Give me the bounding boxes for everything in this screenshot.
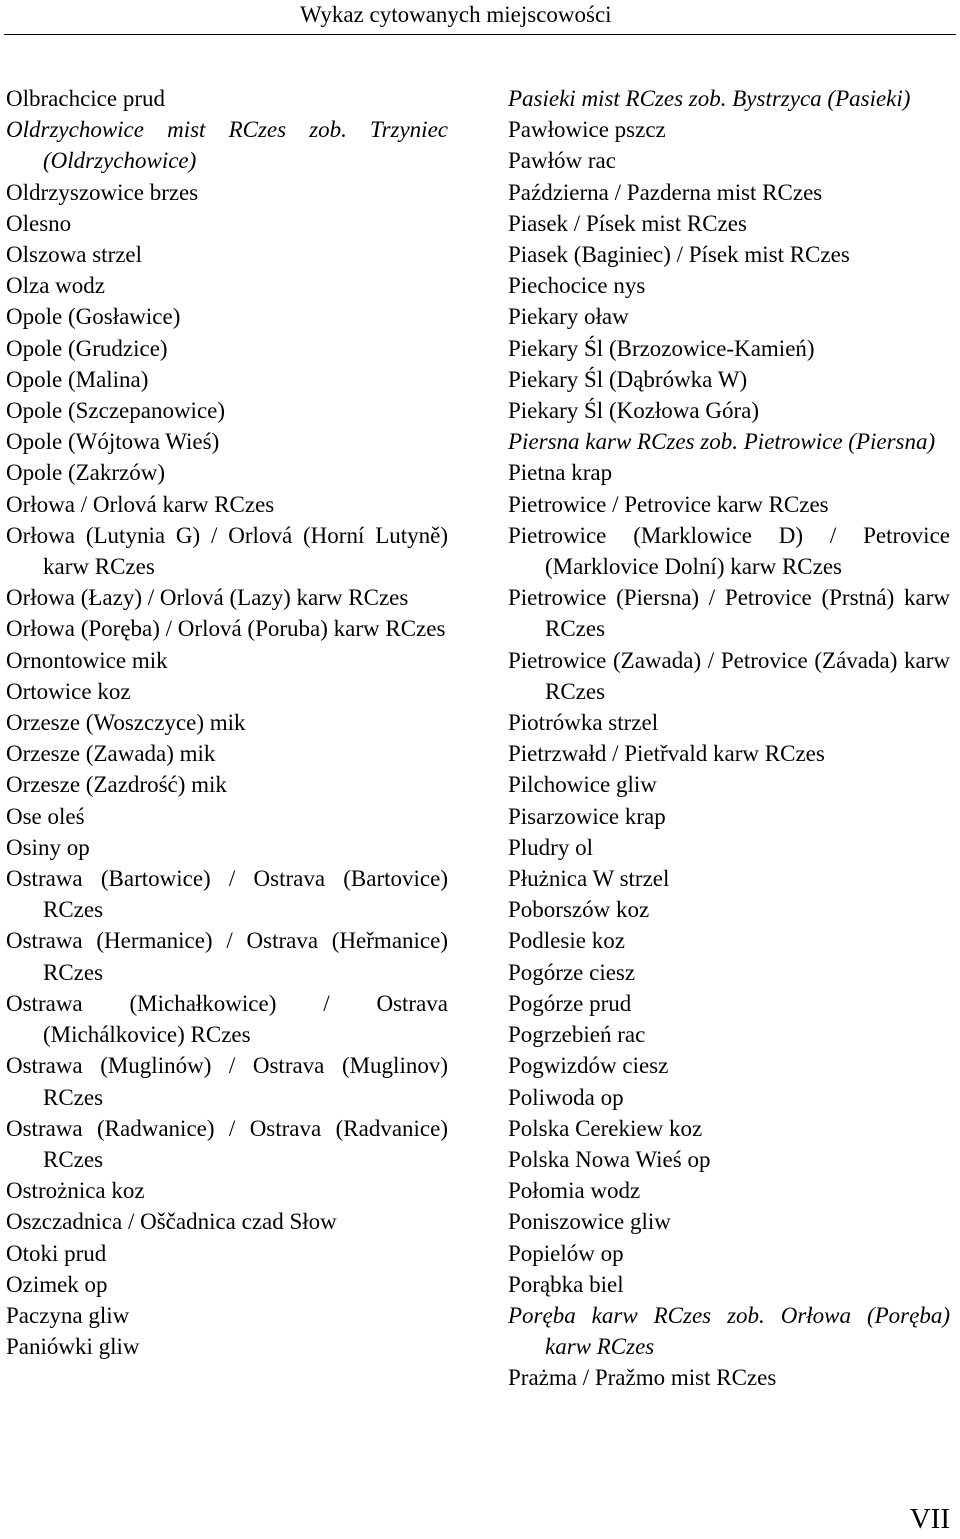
page-number: VII <box>909 1503 950 1535</box>
index-entry-cross-reference: Oldrzychowice mist RCzes zob. Trzyniec (Oldrzychowice) <box>6 117 448 174</box>
index-entry: Pietrowice (Piersna) / Petrovice (Prstná) karw RCzes <box>508 585 950 642</box>
index-entry: Pisarzowice krap <box>508 803 666 829</box>
index-entry: Olesno <box>6 210 72 236</box>
index-entry: Pietrzwałd / Pietřvald karw RCzes <box>508 741 825 767</box>
index-entry: Polska Nowa Wieś op <box>508 1146 711 1172</box>
index-entry: Orłowa (Poręba) / Orlová (Poruba) karw RCzes <box>6 616 446 642</box>
index-entry: Orłowa (Lutynia G) / Orlová (Horní Lutyně) karw RCzes <box>6 522 448 580</box>
index-entry: Piasek / Písek mist RCzes <box>508 210 747 236</box>
running-header <box>0 0 960 36</box>
index-entry: Poliwoda op <box>508 1084 624 1110</box>
left-column-list <box>6 83 448 1362</box>
index-entry: Pawłowice pszcz <box>508 117 666 143</box>
index-entry: Opole (Gosławice) <box>6 304 181 330</box>
index-entry: Orzesze (Zawada) mik <box>6 741 216 767</box>
right-column-list <box>508 83 950 1394</box>
index-entry: Olbrachcice prud <box>6 86 166 111</box>
index-entry: Piekary Śl (Brzozowice-Kamień) <box>508 335 815 361</box>
header-divider <box>4 34 956 35</box>
index-entry: Pogórze prud <box>508 990 632 1016</box>
index-entry: Polska Cerekiew koz <box>508 1115 703 1141</box>
index-entry: Prażma / Pražmo mist RCzes <box>508 1365 777 1391</box>
index-entry: Ortowice koz <box>6 678 131 704</box>
index-entry: Pilchowice gliw <box>508 772 657 798</box>
index-entry: Pogwizdów ciesz <box>508 1053 669 1079</box>
index-entry: Oszczadnica / Oščadnica czad Słow <box>6 1209 337 1235</box>
index-entry: Piasek (Baginiec) / Písek mist RCzes <box>508 242 850 268</box>
index-entry: Ostrawa (Michałkowice) / Ostrava (Michálkovice) RCzes <box>6 990 448 1048</box>
index-entry: Połomia wodz <box>508 1178 641 1204</box>
index-entry: Popielów op <box>508 1240 624 1266</box>
index-entry: Opole (Grudzice) <box>6 335 168 361</box>
index-entry: Pawłów rac <box>508 148 616 174</box>
index-entry: Pludry ol <box>508 834 593 860</box>
index-entry: Orzesze (Woszczyce) mik <box>6 710 246 736</box>
index-entry-cross-reference: Poręba karw RCzes zob. Orłowa (Poręba) karw RCzes <box>508 1302 950 1360</box>
index-entry: Osiny op <box>6 834 90 860</box>
index-entry: Opole (Malina) <box>6 366 149 392</box>
index-entry-cross-reference: Pasieki mist RCzes zob. Bystrzyca (Pasieki) <box>508 86 911 111</box>
index-entry: Paniówki gliw <box>6 1334 140 1360</box>
index-entry: Ostrawa (Radwanice) / Ostrava (Radvanice) RCzes <box>6 1115 448 1172</box>
index-entry: Pietna krap <box>508 460 613 486</box>
index-entry: Pietrowice (Zawada) / Petrovice (Závada) karw RCzes <box>508 647 950 704</box>
index-entry: Pietrowice (Marklowice D) / Petrovice (Marklovice Dolní) karw RCzes <box>508 522 950 580</box>
index-entry: Piekary Śl (Dąbrówka W) <box>508 366 748 392</box>
index-entry: Poborszów koz <box>508 897 650 923</box>
index-entry: Pogórze ciesz <box>508 959 636 985</box>
index-entry: Olza wodz <box>6 273 105 299</box>
index-entry: Opole (Wójtowa Wieś) <box>6 429 220 455</box>
index-entry: Olszowa strzel <box>6 242 143 268</box>
running-header-title: Wykaz cytowanych miejscowości <box>300 2 612 27</box>
index-entry: Orzesze (Zazdrość) mik <box>6 772 227 798</box>
index-entry: Oldrzyszowice brzes <box>6 179 199 205</box>
index-entry: Orłowa (Łazy) / Orlová (Lazy) karw RCzes <box>6 585 409 611</box>
index-entry: Piechocice nys <box>508 273 646 299</box>
index-entry-cross-reference: Piersna karw RCzes zob. Pietrowice (Piersna) <box>508 429 936 455</box>
index-entry: Porąbka biel <box>508 1271 624 1297</box>
index-entry: Płużnica W strzel <box>508 866 670 892</box>
index-entry: Orłowa / Orlová karw RCzes <box>6 491 275 517</box>
index-entry: Piotrówka strzel <box>508 710 659 736</box>
index-entry: Październa / Pazderna mist RCzes <box>508 179 823 205</box>
index-entry: Ozimek op <box>6 1271 108 1297</box>
index-entry: Ostrawa (Bartowice) / Ostrava (Bartovice) RCzes <box>6 866 448 923</box>
index-entry: Ose oleś <box>6 803 85 829</box>
index-entry: Ostrawa (Hermanice) / Ostrava (Heřmanice) RCzes <box>6 928 448 985</box>
index-entry: Piekary oław <box>508 304 629 330</box>
index-entry: Ostrożnica koz <box>6 1178 145 1204</box>
index-entry: Pietrowice / Petrovice karw RCzes <box>508 491 829 517</box>
index-entry: Otoki prud <box>6 1240 107 1266</box>
index-entry: Podlesie koz <box>508 928 625 954</box>
index-entry: Opole (Szczepanowice) <box>6 398 226 424</box>
index-entry: Poniszowice gliw <box>508 1209 671 1235</box>
index-entry: Opole (Zakrzów) <box>6 460 166 486</box>
index-entry: Paczyna gliw <box>6 1302 130 1328</box>
index-entry: Ornontowice mik <box>6 647 168 673</box>
index-entry: Pogrzebień rac <box>508 1022 646 1048</box>
index-entry: Piekary Śl (Kozłowa Góra) <box>508 398 760 424</box>
index-entry: Ostrawa (Muglinów) / Ostrava (Muglinov) RCzes <box>6 1053 448 1110</box>
